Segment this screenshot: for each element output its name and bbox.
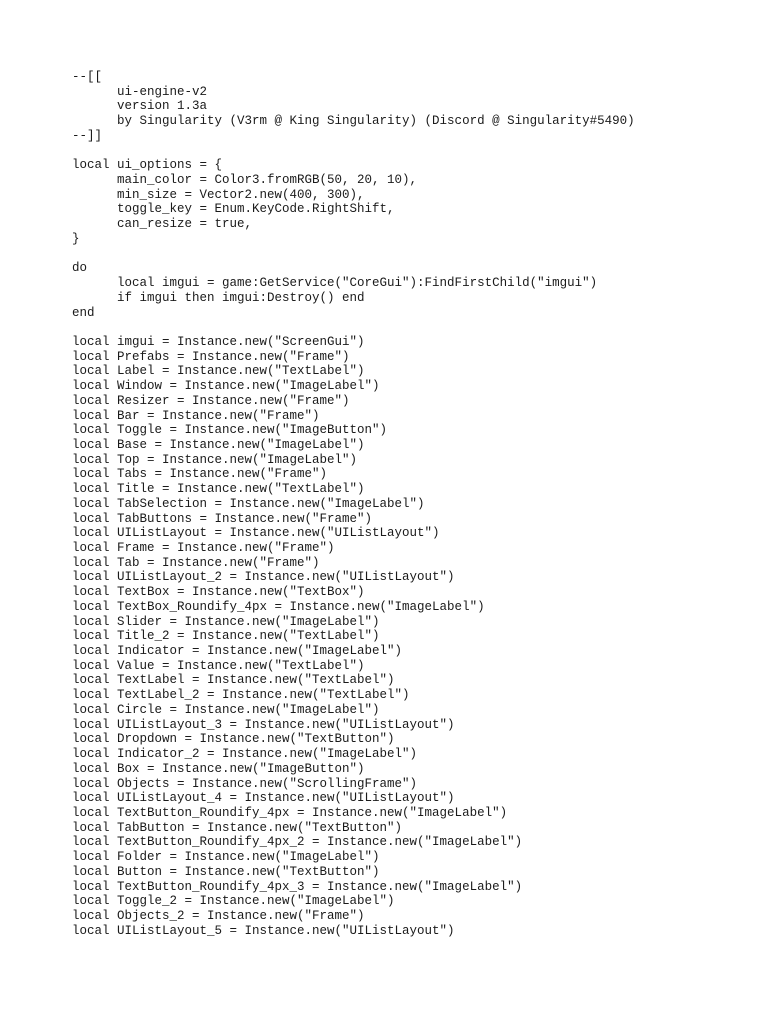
code-line: by Singularity (V3rm @ King Singularity) (Discord @ Singularity#5490) bbox=[72, 114, 635, 129]
code-line: local Frame = Instance.new("Frame") bbox=[72, 541, 335, 555]
code-line: local Top = Instance.new("ImageLabel") bbox=[72, 452, 358, 467]
code-line: main_color = Color3.fromRGB(50, 20, 10), bbox=[72, 173, 418, 188]
code-listing bbox=[72, 70, 635, 938]
code-line bbox=[72, 247, 635, 262]
code-line: local TabButton = Instance.new("TextButton") bbox=[72, 820, 403, 835]
code-line: local TextBox_Roundify_4px = Instance.new("ImageLabel") bbox=[72, 599, 485, 614]
code-line: local Toggle = Instance.new("ImageButton") bbox=[72, 423, 388, 438]
code-line: local Box = Instance.new("ImageButton") bbox=[72, 761, 365, 776]
code-line: local Bar = Instance.new("Frame") bbox=[72, 408, 320, 423]
code-line: local Tab = Instance.new("Frame") bbox=[72, 555, 320, 570]
code-line: local Tabs = Instance.new("Frame") bbox=[72, 467, 328, 482]
code-line: } bbox=[72, 231, 80, 246]
code-line: do bbox=[72, 261, 88, 276]
code-line: if imgui then imgui:Destroy() end bbox=[72, 290, 365, 305]
code-line: local Title = Instance.new("TextLabel") bbox=[72, 482, 365, 497]
code-line: local Slider = Instance.new("ImageLabel") bbox=[72, 614, 380, 629]
code-line: local imgui = Instance.new("ScreenGui") bbox=[72, 334, 365, 349]
code-line: local UIListLayout = Instance.new("UIListLayout") bbox=[72, 526, 440, 541]
code-line: local Folder = Instance.new("ImageLabel") bbox=[72, 850, 380, 865]
code-line: local Prefabs = Instance.new("Frame") bbox=[72, 349, 350, 364]
code-line: local UIListLayout_3 = Instance.new("UIListLayout") bbox=[72, 717, 455, 732]
code-line: local TextButton_Roundify_4px_3 = Instance.new("ImageLabel") bbox=[72, 879, 523, 894]
code-line: local ui_options = { bbox=[72, 158, 223, 173]
code-line: --]] bbox=[72, 128, 103, 143]
code-line: local UIListLayout_2 = Instance.new("UIListLayout") bbox=[72, 570, 455, 585]
code-line: local Base = Instance.new("ImageLabel") bbox=[72, 437, 365, 452]
code-line: local Objects_2 = Instance.new("Frame") bbox=[72, 908, 365, 923]
code-line: local Indicator_2 = Instance.new("ImageLabel") bbox=[72, 747, 418, 762]
code-line: local Dropdown = Instance.new("TextButton") bbox=[72, 732, 395, 747]
code-line: local TextButton_Roundify_4px = Instance.new("ImageLabel") bbox=[72, 805, 508, 820]
code-line: local Resizer = Instance.new("Frame") bbox=[72, 393, 350, 408]
code-line: local Window = Instance.new("ImageLabel") bbox=[72, 379, 380, 394]
code-line: local TabSelection = Instance.new("ImageLabel") bbox=[72, 496, 425, 511]
code-line: local TextBox = Instance.new("TextBox") bbox=[72, 585, 365, 600]
code-line: local TextButton_Roundify_4px_2 = Instance.new("ImageLabel") bbox=[72, 835, 523, 850]
code-line: local TabButtons = Instance.new("Frame") bbox=[72, 511, 373, 526]
code-line: local UIListLayout_4 = Instance.new("UIListLayout") bbox=[72, 791, 455, 806]
code-line: local Indicator = Instance.new("ImageLabel") bbox=[72, 644, 403, 659]
code-line: local Button = Instance.new("TextButton") bbox=[72, 864, 380, 879]
code-line: min_size = Vector2.new(400, 300), bbox=[72, 187, 365, 202]
code-line: local Value = Instance.new("TextLabel") bbox=[72, 658, 365, 673]
code-line: local Title_2 = Instance.new("TextLabel") bbox=[72, 629, 380, 644]
code-line bbox=[72, 320, 635, 335]
code-line: local Label = Instance.new("TextLabel") bbox=[72, 364, 365, 379]
code-line: local Objects = Instance.new("ScrollingFrame") bbox=[72, 776, 418, 791]
code-line: version 1.3a bbox=[72, 99, 208, 114]
code-line: local TextLabel = Instance.new("TextLabel") bbox=[72, 673, 395, 688]
code-line: local UIListLayout_5 = Instance.new("UIListLayout") bbox=[72, 923, 455, 938]
code-line: local Circle = Instance.new("ImageLabel") bbox=[72, 702, 380, 717]
code-line bbox=[72, 144, 635, 159]
code-line: end bbox=[72, 305, 95, 320]
code-line: local imgui = game:GetService("CoreGui"):FindFirstChild("imgui") bbox=[72, 276, 598, 291]
code-line: local Toggle_2 = Instance.new("ImageLabel") bbox=[72, 894, 395, 909]
code-line: can_resize = true, bbox=[72, 217, 253, 232]
code-line: toggle_key = Enum.KeyCode.RightShift, bbox=[72, 202, 395, 217]
code-line: --[[ bbox=[72, 70, 103, 84]
code-line: local TextLabel_2 = Instance.new("TextLabel") bbox=[72, 688, 410, 703]
code-line: ui-engine-v2 bbox=[72, 84, 208, 99]
